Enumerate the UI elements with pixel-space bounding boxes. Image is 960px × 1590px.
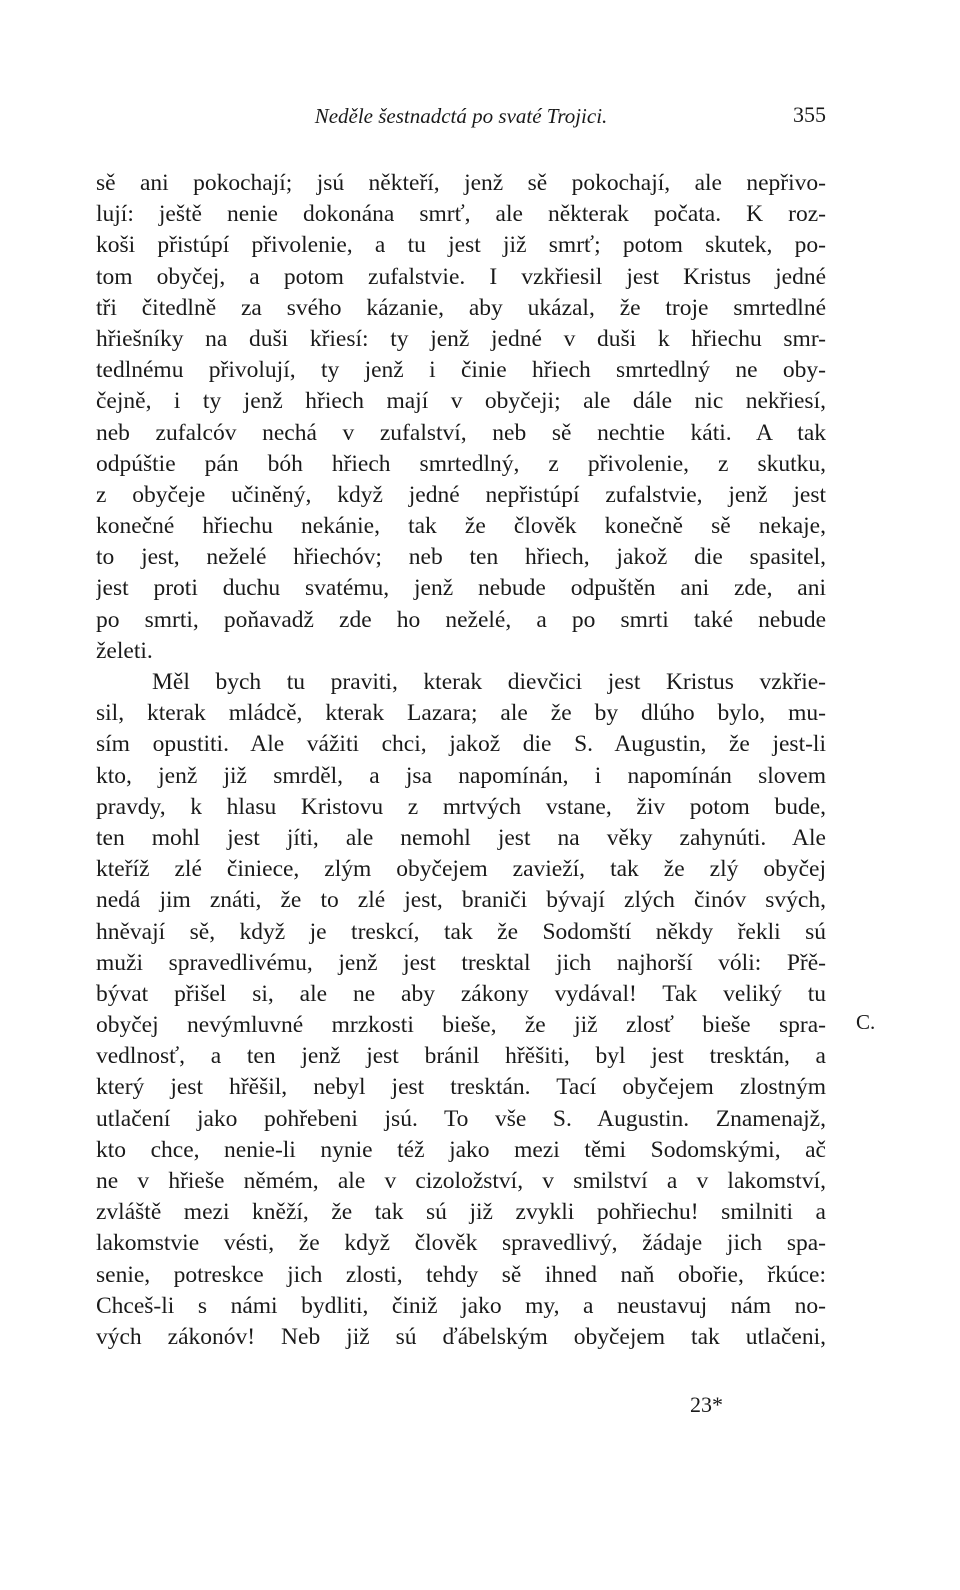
text-line: ten mohl jest jíti, ale nemohl jest na věky zahynúti. Ale	[96, 824, 826, 851]
text-line: muži spravedlivému, jenž jest tresktal jich najhorší vóli: Přě-	[96, 949, 826, 976]
text-line: to jest, neželé hřiechóv; neb ten hřiech, jakož die spasitel,	[96, 544, 826, 571]
text-line: koši přistúpí přivolenie, a tu jest již smrť; potom skutek, po-	[96, 232, 826, 259]
page-header	[96, 100, 826, 136]
running-head: Neděle šestnadctá po svaté Trojici.	[314, 104, 608, 128]
text-line: lakomstvie vésti, že když člověk spravedlivý, žádaje jich spa-	[96, 1230, 826, 1257]
text-line: želeti.	[96, 637, 153, 664]
text-line: obyčej nevýmluvné mrzkosti bieše, že již zlosť bieše spra-	[96, 1012, 826, 1039]
text-line: čejně, i ty jenž hřiech mají v obyčeji; ale dále nic nekřiesí,	[96, 388, 826, 415]
margin-note: C.	[856, 1010, 876, 1034]
text-line: ne v hřieše němém, ale v cizoložství, v smilství a v lakomství,	[96, 1168, 826, 1194]
text-line: hřiešníky na duši křiesí: ty jenž jedné v duši k hřiechu smr-	[96, 325, 826, 352]
text-line: kto chce, nenie-li nynie též jako mezi těmi Sodomskými, ač	[96, 1136, 826, 1163]
text-line: sím opustiti. Ale vážiti chci, jakož die S. Augustin, že jest-li	[96, 731, 826, 758]
text-line: senie, potreskce jich zlosti, tehdy sě ihned naň obořie, řkúce:	[96, 1261, 826, 1288]
text-line: vých zákonóv! Neb již sú ďábelským obyčejem tak utlačeni,	[96, 1323, 826, 1350]
text-line: tři čitedlně za svého kázanie, aby ukázal, že troje smrtedlné	[96, 294, 826, 321]
text-line: zvláště mezi kněží, že tak sú již zvykli pohřiechu! smilniti a	[96, 1199, 826, 1226]
text-line: který jest hřěšil, nebyl jest tresktán. Tací obyčejem zlostným	[96, 1074, 826, 1101]
text-line: tedlnému přivolují, ty jenž i činie hřiech smrtedlný ne oby-	[96, 357, 826, 384]
signature-mark: 23*	[690, 1392, 723, 1417]
page-number: 355	[793, 102, 826, 127]
text-line: odpúštie pán bóh hřiech smrtedlný, z přivolenie, z skutku,	[96, 450, 826, 477]
text-line: lují: ještě nenie dokonána smrť, ale některak počata. K roz-	[96, 201, 826, 228]
text-line: sě ani pokochají; jsú někteří, jenž sě pokochají, ale nepřivo-	[96, 170, 826, 196]
text-line: Chceš-li s námi bydliti, činiž jako my, a neustavuj nám no-	[96, 1292, 826, 1319]
text-line: pravdy, k hlasu Kristovu z mrtvých vstane, živ potom bude,	[96, 793, 826, 820]
text-line: hněvají sě, když je treskcí, tak že Sodomští někdy řekli sú	[96, 918, 826, 945]
text-line: vedlnosť, a ten jenž jest bránil hřěšiti, byl jest tresktán, a	[96, 1043, 826, 1070]
text-line: utlačení jako pohřebeni jsú. To vše S. Augustin. Znamenajž,	[96, 1105, 826, 1132]
text-line: kto, jenž již smrděl, a jsa napomínán, i napomínán slovem	[96, 762, 826, 789]
text-line: nedá jim znáti, že to zlé jest, braniči bývají zlých činóv svých,	[96, 887, 826, 914]
text-line: kteříž zlé činiece, zlým obyčejem zavieží, tak že zlý obyčej	[96, 856, 826, 883]
text-line: neb zufalcóv nechá v zufalství, neb sě nechtie káti. A tak	[96, 419, 826, 446]
text-line: po smrti, poňavadž zde ho neželé, a po smrti také nebude	[96, 606, 826, 633]
body-text	[96, 168, 826, 1353]
text-line: jest proti duchu svatému, jenž nebude odpuštěn ani zde, ani	[96, 575, 826, 602]
text-line: bývat přišel si, ale ne aby zákony vydával! Tak veliký tu	[96, 980, 826, 1007]
text-line: sil, kterak mládcě, kterak Lazara; ale že by dlúho bylo, mu-	[96, 700, 826, 727]
text-line: tom obyčej, a potom zufalstvie. I vzkřiesil jest Kristus jedné	[96, 263, 826, 290]
text-line: Měl bych tu praviti, kterak dievčici jest Kristus vzkřie-	[152, 669, 826, 695]
text-line: konečné hřiechu nekánie, tak že člověk konečně sě nekaje,	[96, 513, 826, 540]
text-line: z obyčeje učiněný, když jedné nepřistúpí zufalstvie, jenž jest	[96, 481, 826, 508]
